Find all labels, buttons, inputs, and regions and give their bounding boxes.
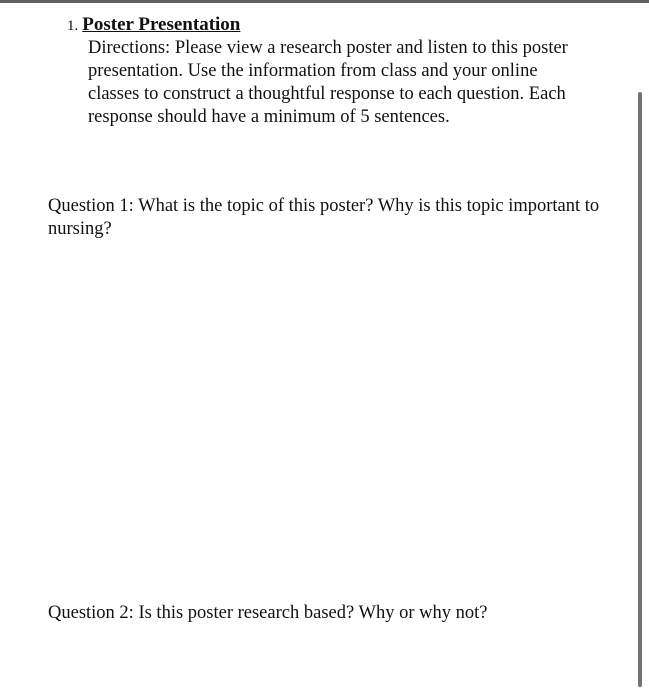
directions-text: Directions: Please view a research poster and listen to this poster presentation. Use the information from class and your online classes to construct a thoughtful response to each question. Each response should have a minimum of 5 sentences. xyxy=(88,38,568,127)
question-1: Question 1: What is the topic of this poster? Why is this topic important to nursing? xyxy=(48,196,600,239)
top-divider xyxy=(0,0,649,3)
item-title: Poster Presentation xyxy=(82,14,241,35)
item-header xyxy=(67,14,240,36)
vertical-scrollbar[interactable] xyxy=(638,92,642,687)
item-number: 1. xyxy=(67,18,79,34)
question-2: Question 2: Is this poster research based? Why or why not? xyxy=(48,603,488,623)
